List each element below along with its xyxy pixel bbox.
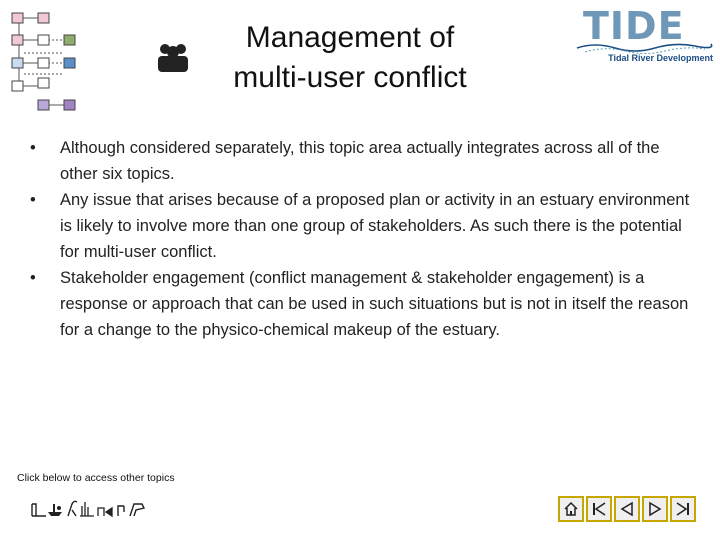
forward-icon <box>647 501 663 517</box>
boat-icon[interactable] <box>48 504 62 516</box>
tap-icon[interactable] <box>130 504 144 516</box>
bullet-icon: • <box>30 269 36 287</box>
bullet-icon: • <box>30 191 36 209</box>
back-icon <box>619 501 635 517</box>
page-title <box>150 18 550 98</box>
bullet-text: Stakeholder engagement (conflict management & stakeholder engagement) is a response or approach that can be used in such situations but is not in itself the reason for a change to the physico-chemical makeup of the estuary. <box>60 269 689 339</box>
title-line-2: multi-user conflict <box>233 61 467 94</box>
plant-icon[interactable] <box>118 506 124 516</box>
tide-logo <box>575 4 713 68</box>
title-line-1: Management of <box>245 21 455 54</box>
list-item <box>28 265 698 343</box>
skip-back-icon <box>591 501 607 517</box>
home-nav-button[interactable] <box>558 496 584 522</box>
bullet-list <box>28 135 698 343</box>
fish-icon[interactable] <box>98 508 112 516</box>
access-topics-label: Click below to access other topics <box>17 472 175 484</box>
last-nav-button[interactable] <box>670 496 696 522</box>
wetland-icon[interactable] <box>80 502 94 516</box>
bullet-icon: • <box>30 139 36 157</box>
skip-forward-icon <box>675 501 691 517</box>
industry-icon[interactable] <box>32 504 46 516</box>
logo-word: TIDE <box>583 4 685 48</box>
flowchart-thumbnail <box>8 8 80 118</box>
home-icon <box>563 501 579 517</box>
back-nav-button[interactable] <box>614 496 640 522</box>
forward-nav-button[interactable] <box>642 496 668 522</box>
list-item <box>28 135 698 187</box>
bird-icon[interactable] <box>68 501 77 516</box>
bullet-text: Any issue that arises because of a proposed plan or activity in an estuary environment is likely to involve more than one group of stakeholders. As such there is the potential for multi-user conflict. <box>60 191 690 261</box>
list-item <box>28 187 698 265</box>
first-nav-button[interactable] <box>586 496 612 522</box>
topic-icons <box>30 496 150 520</box>
bullet-text: Although considered separately, this topic area actually integrates across all of the other six topics. <box>60 139 660 183</box>
logo-subtitle: Tidal River Development <box>608 53 713 63</box>
nav-buttons <box>558 496 708 524</box>
